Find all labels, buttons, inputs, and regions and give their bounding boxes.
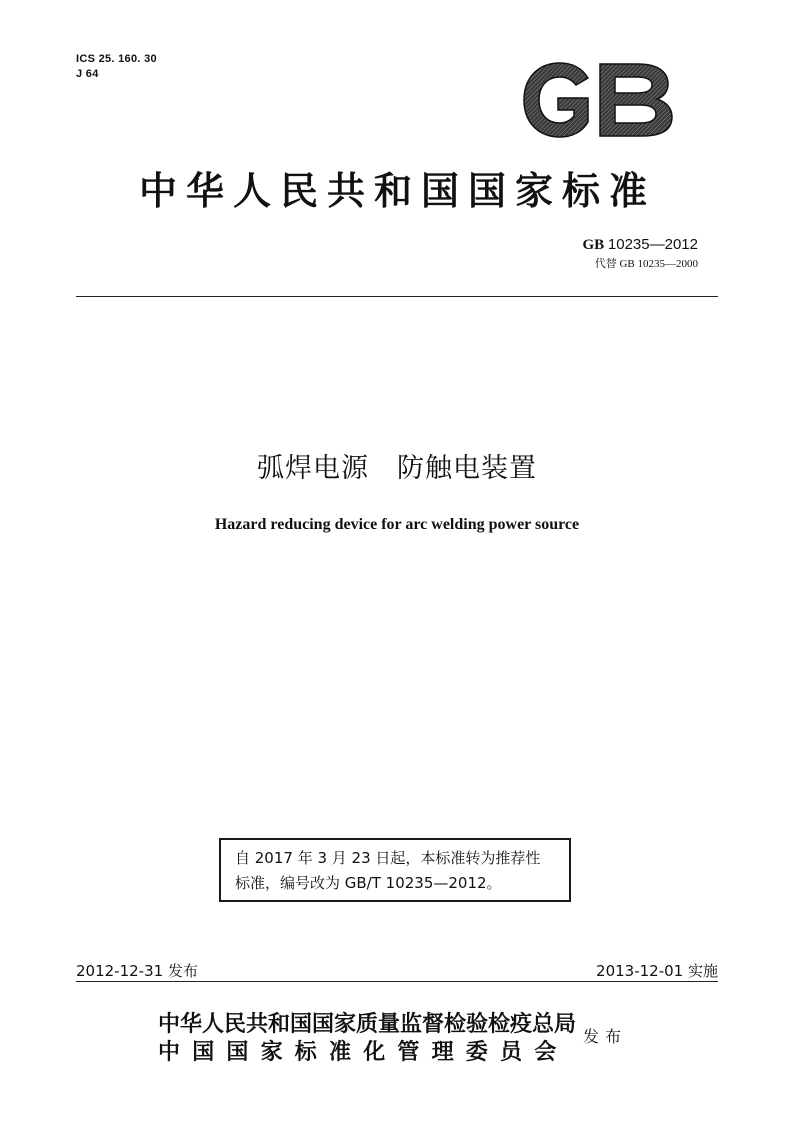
- chinese-title: 弧焊电源 防触电装置: [257, 453, 537, 484]
- standard-number-digits: 10235—2012: [607, 236, 698, 253]
- ccs-code: J 64: [76, 68, 99, 80]
- classification-codes: [76, 52, 157, 82]
- ics-code: ICS 25. 160. 30: [76, 53, 157, 65]
- national-standard-heading: 中华人民共和国国家标准: [138, 168, 656, 213]
- notice-line-1: 自 2017 年 3 月 23 日起，本标准转为推荐性: [235, 849, 541, 867]
- issuing-authorities: [158, 1010, 576, 1066]
- implementation-date: 2013-12-01 实施: [596, 962, 718, 980]
- bottom-divider: [76, 981, 718, 982]
- status-notice-box: [219, 838, 571, 902]
- issuer-aqsiq: 中华人民共和国国家质量监督检验检疫总局: [158, 1011, 577, 1037]
- standard-number: [582, 236, 698, 254]
- standard-number-block: [582, 236, 698, 271]
- top-divider: [76, 296, 718, 297]
- issuer-sac: 中国国家标准化管理委员会: [158, 1039, 569, 1065]
- standard-number-prefix: GB: [582, 237, 605, 253]
- publish-label: 发布: [583, 1027, 628, 1046]
- issue-date: 2012-12-31 发布: [76, 962, 198, 980]
- english-title: Hazard reducing device for arc welding power source: [214, 516, 580, 533]
- notice-line-2: 标准，编号改为 GB/T 10235—2012。: [235, 874, 502, 892]
- gb-logo: [520, 60, 676, 140]
- replaces-standard: 代替 GB 10235—2000: [594, 258, 698, 270]
